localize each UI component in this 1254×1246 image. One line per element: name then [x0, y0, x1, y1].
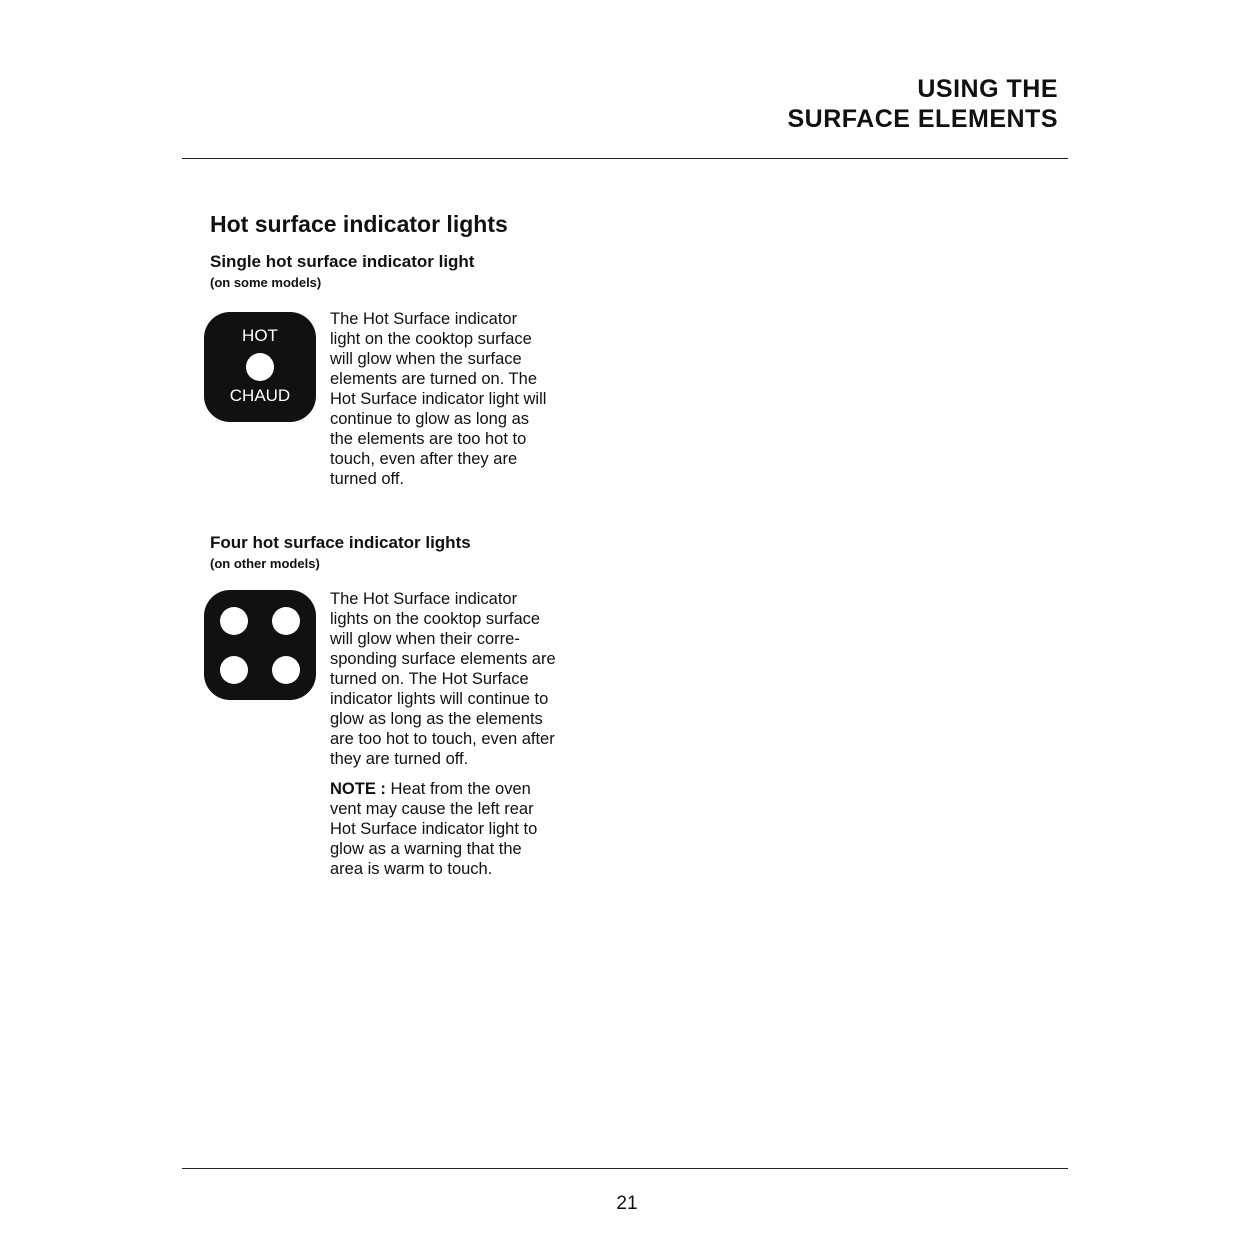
text-line: touch, even after they are — [330, 450, 518, 468]
panel-label-hot: HOT — [242, 326, 278, 345]
text-line: vent may cause the left rear — [330, 800, 534, 818]
text-line: indicator lights will continue to — [330, 690, 549, 708]
note-label: NOTE : — [330, 780, 386, 798]
top-divider — [182, 158, 1068, 159]
page-number: 21 — [616, 1193, 638, 1214]
panel-label-chaud: CHAUD — [229, 386, 291, 405]
header-title-line-2: SURFACE ELEMENTS — [787, 105, 1058, 133]
text-line: turned off. — [330, 470, 405, 488]
oven-vent-note — [330, 779, 590, 879]
four-indicator-panel-icon — [204, 590, 316, 700]
text-line: light on the cooktop surface — [330, 330, 532, 348]
header-title — [787, 74, 1058, 134]
text-line: will glow when the surface — [330, 350, 522, 368]
text-line: The Hot Surface indicator — [330, 310, 518, 328]
single-light-note: (on some models) — [210, 275, 322, 290]
text-line: glow as a warning that the — [330, 840, 522, 858]
text-line: lights on the cooktop surface — [330, 610, 541, 628]
text-line: are too hot to touch, even after — [330, 730, 555, 748]
text-line: sponding surface elements are — [330, 650, 556, 668]
section-title: Hot surface indicator lights — [210, 211, 508, 237]
four-lights-title: Four hot surface indicator lights — [210, 533, 471, 552]
four-lights-note: (on other models) — [210, 556, 320, 571]
bottom-divider — [182, 1168, 1068, 1169]
single-light-description — [330, 309, 590, 489]
text-line: the elements are too hot to — [330, 430, 527, 448]
indicator-light-icon — [272, 607, 300, 635]
text-line: will glow when their corre- — [330, 630, 520, 648]
header-title-line-1: USING THE — [917, 75, 1058, 103]
text-line: continue to glow as long as — [330, 410, 530, 428]
text-line: Heat from the oven — [390, 780, 531, 798]
indicator-light-icon — [272, 656, 300, 684]
indicator-light-icon — [246, 353, 274, 381]
text-line: Hot Surface indicator light will — [330, 390, 547, 408]
single-indicator-panel-icon — [204, 312, 316, 422]
four-lights-description — [330, 589, 590, 769]
text-line: area is warm to touch. — [330, 860, 493, 878]
text-line: The Hot Surface indicator — [330, 590, 518, 608]
text-line: elements are turned on. The — [330, 370, 537, 388]
text-line: they are turned off. — [330, 750, 469, 768]
indicator-light-icon — [220, 607, 248, 635]
single-light-title: Single hot surface indicator light — [210, 252, 475, 271]
indicator-light-icon — [220, 656, 248, 684]
text-line: glow as long as the elements — [330, 710, 543, 728]
text-line: Hot Surface indicator light to — [330, 820, 538, 838]
text-line: turned on. The Hot Surface — [330, 670, 529, 688]
